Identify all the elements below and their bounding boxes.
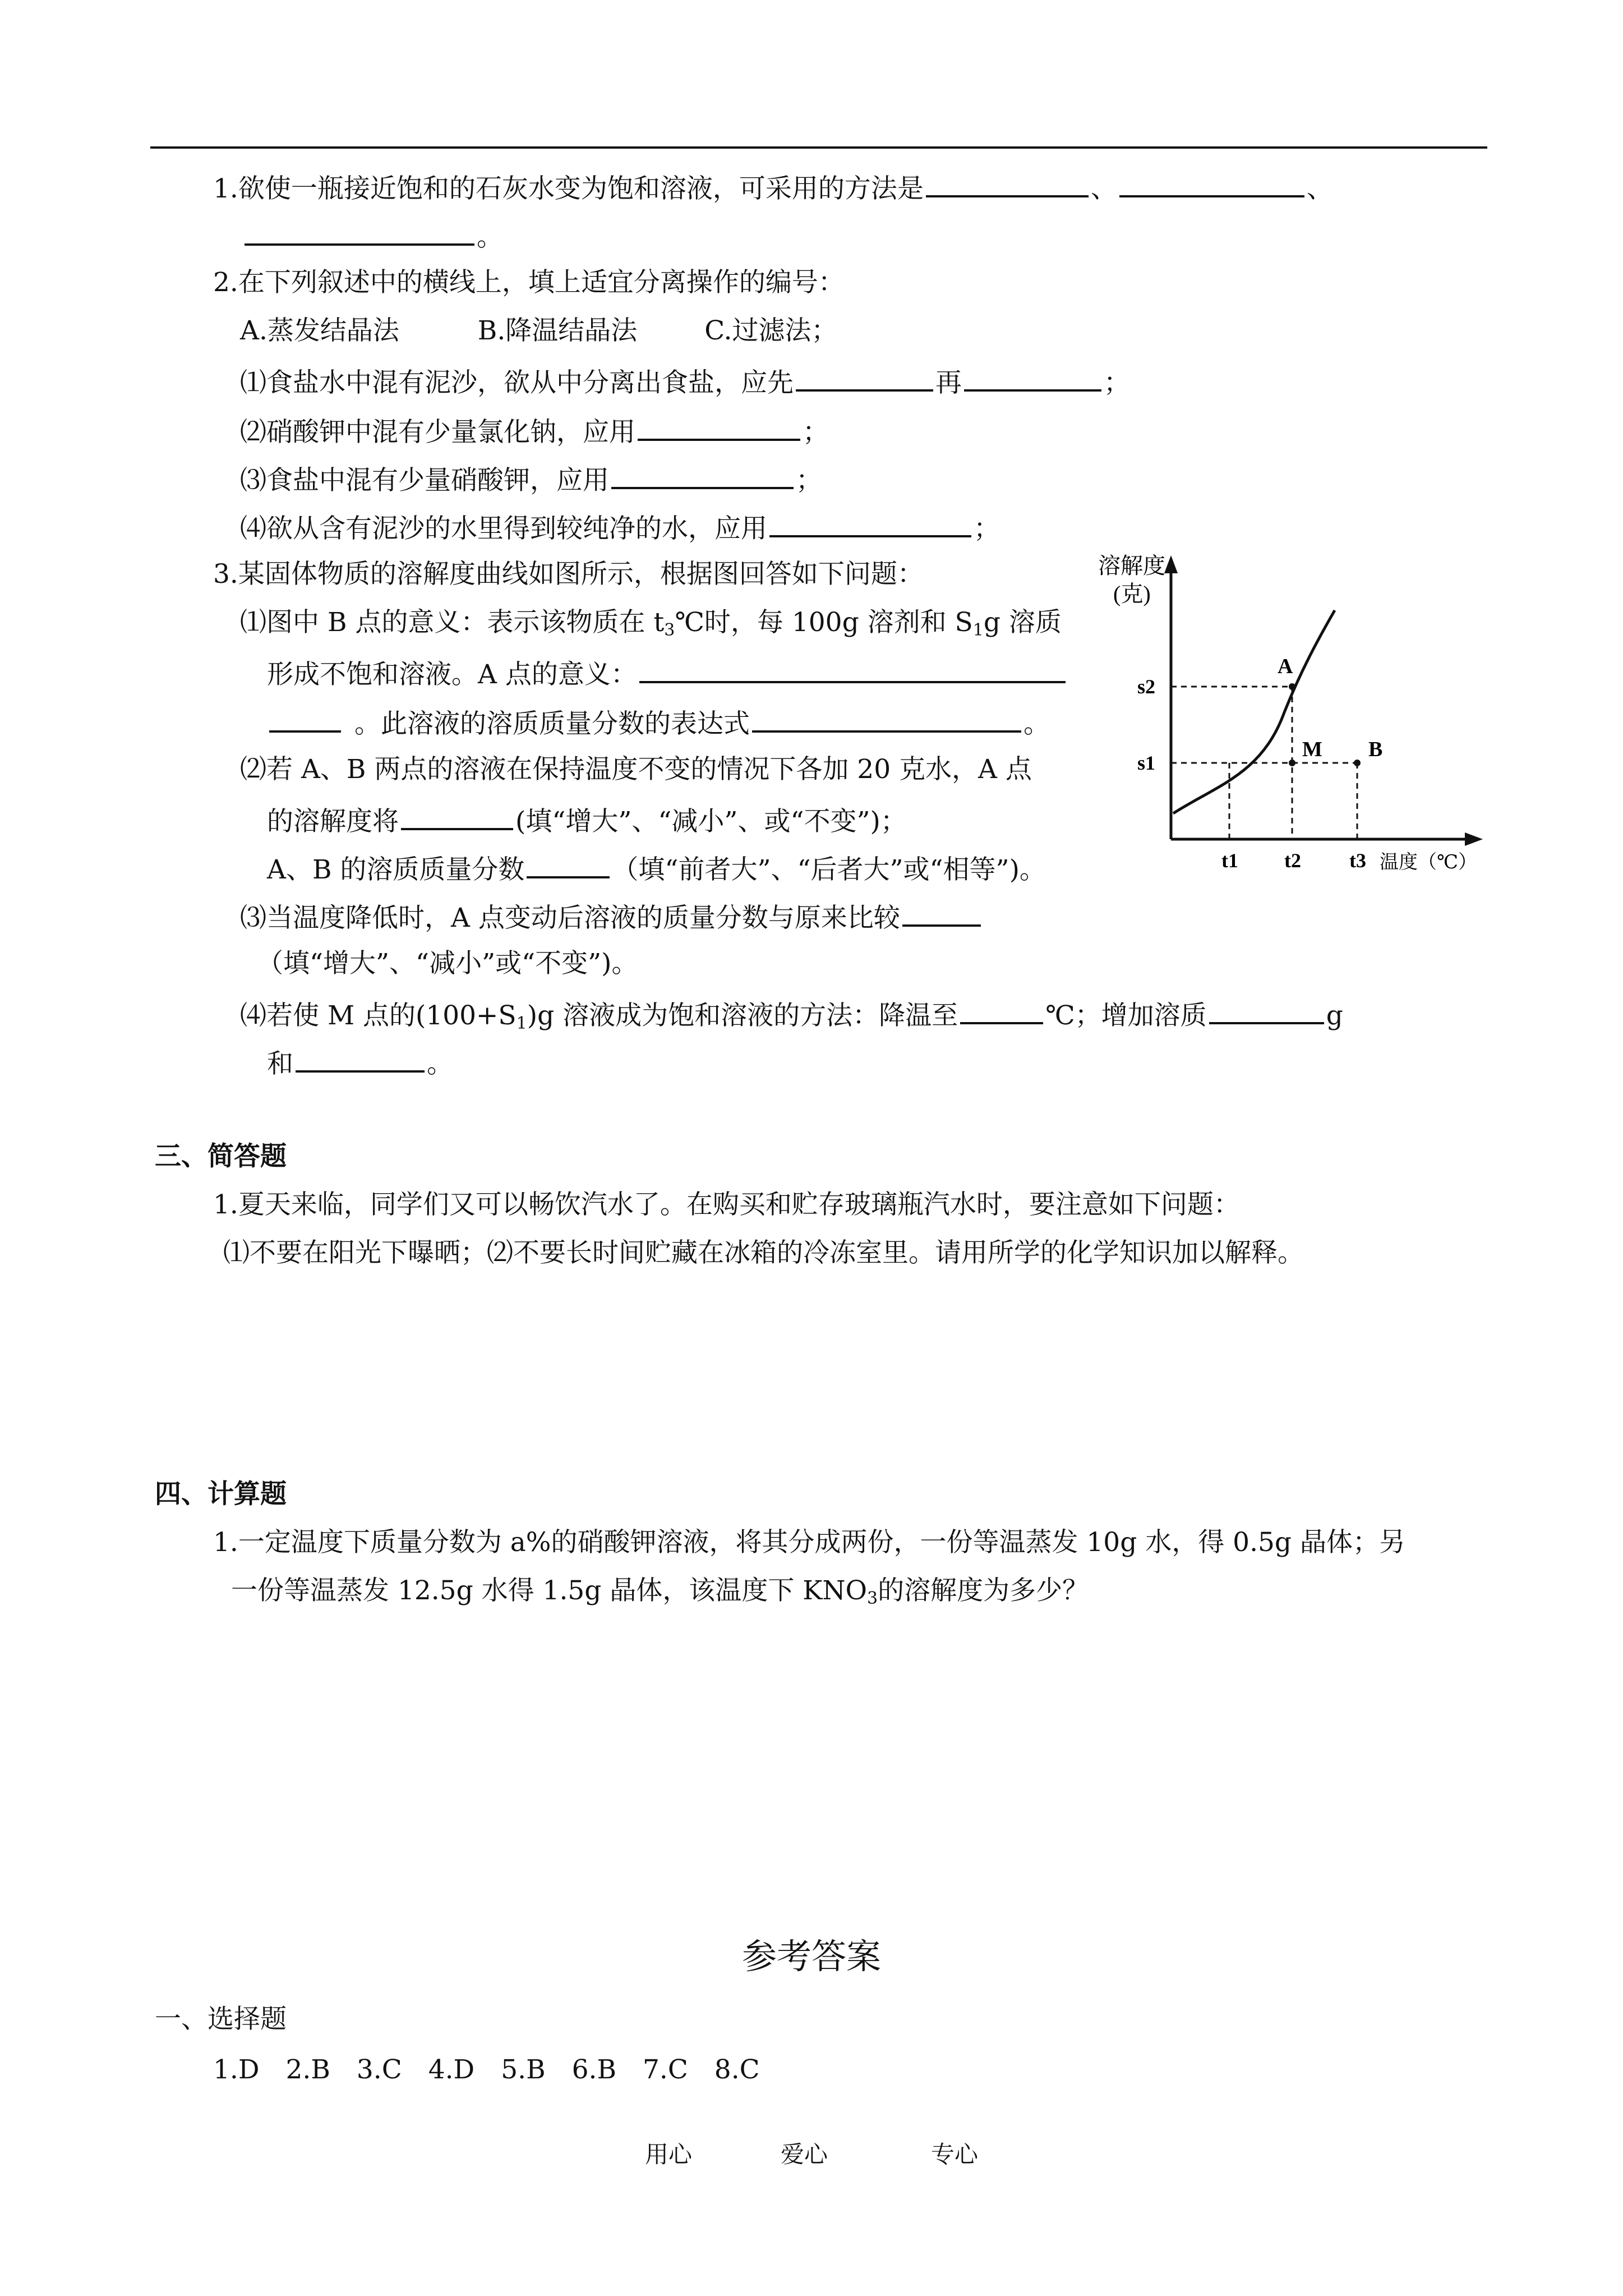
- option-c: C.过滤法；: [704, 315, 838, 346]
- subscript: 3: [664, 620, 675, 640]
- answer-blank[interactable]: [639, 655, 1066, 683]
- q3-p1-end: 。: [1023, 708, 1050, 739]
- ylabel-line1: 溶解度: [1098, 553, 1165, 578]
- footer-text-1: 用心: [645, 2141, 693, 2168]
- q3-p1-text: 。此溶液的溶质质量分数的表达式: [354, 708, 750, 739]
- q3-p1-line1: [240, 606, 1062, 647]
- answer-blank[interactable]: [527, 850, 610, 878]
- answer-blank[interactable]: [964, 364, 1101, 392]
- footer-text-3: 专心: [931, 2141, 979, 2168]
- answer-blank[interactable]: [1119, 169, 1304, 197]
- q2-item1-end: ；: [1104, 367, 1130, 398]
- answers-section-heading: 一、选择题: [155, 2004, 287, 2035]
- q2-item2-end: ；: [803, 417, 829, 448]
- point-a-marker: [1289, 683, 1295, 690]
- solubility-curve: [1173, 610, 1335, 813]
- q3-p4-text: ℃；增加溶质: [1045, 1000, 1207, 1031]
- q2-item4-text: ⑷欲从含有泥沙的水里得到较纯净的水，应用: [240, 513, 767, 544]
- subscript: 3: [867, 1589, 878, 1608]
- section-short-answer-heading: 三、简答题: [155, 1141, 287, 1172]
- answer-blank[interactable]: [926, 169, 1089, 197]
- q3-p1-text: ℃时，每 100g 溶剂和 S: [675, 607, 973, 638]
- q3-p4-unit: g: [1326, 1000, 1343, 1031]
- answer-blank[interactable]: [1209, 996, 1324, 1024]
- answer-blank[interactable]: [752, 705, 1021, 733]
- header-rule: [150, 146, 1487, 149]
- q3-p2-line3: [267, 850, 1046, 887]
- ylabel-line2: (克): [1113, 581, 1151, 606]
- q3-p2-text: A、B 的溶质质量分数: [267, 854, 525, 885]
- q2-intro: 2.在下列叙述中的横线上，填上适宜分离操作的编号：: [213, 267, 845, 298]
- point-b-label: B: [1368, 738, 1383, 761]
- q3-p1-text: 形成不饱和溶液。A 点的意义：: [267, 659, 637, 690]
- calculation-q1-line1: 1.一定温度下质量分数为 a%的硝酸钾溶液，将其分成两份，一份等温蒸发 10g 水，得 0.5g 晶体；另: [213, 1527, 1405, 1558]
- point-a-label: A: [1278, 655, 1293, 678]
- q3-p1-text: g 溶质: [983, 607, 1062, 638]
- option-b: B.降温结晶法: [477, 315, 638, 346]
- section-calculation-heading: 四、计算题: [155, 1479, 287, 1510]
- subscript: 1: [972, 620, 984, 640]
- answer-blank[interactable]: [960, 996, 1043, 1024]
- q1-text: 1.欲使一瓶接近饱和的石灰水变为饱和溶液，可采用的方法是: [213, 173, 924, 204]
- subscript: 1: [516, 1014, 527, 1033]
- q2-item1-text: ⑴食盐水中混有泥沙，欲从中分离出食盐，应先: [240, 367, 794, 398]
- q3-p4-text: ⑷若使 M 点的(100+S: [240, 1000, 517, 1031]
- answer-blank[interactable]: [245, 218, 474, 246]
- point-m-label: M: [1302, 738, 1322, 761]
- answer-blank[interactable]: [296, 1045, 425, 1073]
- point-m-marker: [1289, 760, 1295, 766]
- q3-p2-text: (填“增大”、“减小”、或“不变”)；: [515, 806, 907, 837]
- q1-end: 。: [477, 222, 503, 252]
- q2-item3-end: ；: [796, 465, 822, 496]
- q2-item3: [240, 461, 822, 498]
- q3-p1-line2: [267, 655, 1068, 692]
- q2-item1-then: 再: [935, 367, 962, 398]
- q1-line: [213, 169, 1333, 206]
- q3-p4-line2: [267, 1045, 453, 1081]
- y-axis-arrow: [1164, 555, 1178, 573]
- q2-item4-end: ；: [974, 513, 1000, 544]
- q3-p4-end: 。: [427, 1048, 453, 1079]
- x-tick-t2: t2: [1284, 849, 1301, 872]
- answers-choices: 1.D 2.B 3.C 4.D 5.B 6.B 7.C 8.C: [213, 2054, 760, 2085]
- x-tick-t1: t1: [1221, 849, 1238, 872]
- q3-p4-text: )g 溶液成为饱和溶液的方法：降温至: [527, 1000, 958, 1031]
- guide-lines: [1171, 687, 1357, 839]
- answer-blank[interactable]: [638, 413, 800, 441]
- answers-title: 参考答案: [741, 1936, 881, 1977]
- short-answer-q1-line2: ⑴不要在阳光下曝晒；⑵不要长时间贮藏在冰箱的冷冻室里。请用所学的化学知识加以解释。: [223, 1237, 1304, 1268]
- q2-item2-text: ⑵硝酸钾中混有少量氯化钠，应用: [240, 417, 635, 448]
- q3-p2-text: （填“前者大”、“后者大”或“相等”)。: [612, 854, 1046, 885]
- q3-p2-line1: ⑵若 A、B 两点的溶液在保持温度不变的情况下各加 20 克水，A 点: [240, 754, 1032, 785]
- q3-intro: 3.某固体物质的溶解度曲线如图所示，根据图回答如下问题：: [213, 559, 924, 590]
- q1-line2: [242, 218, 503, 254]
- q2-item1: [240, 364, 1130, 400]
- q2-item2: [240, 413, 829, 449]
- q2-options: [240, 314, 837, 348]
- xlabel: 温度（℃）: [1380, 852, 1478, 873]
- q2-item3-text: ⑶食盐中混有少量硝酸钾，应用: [240, 465, 609, 496]
- q3-p2-text: 的溶解度将: [267, 806, 399, 837]
- option-a: A.蒸发结晶法: [240, 315, 399, 346]
- q3-p1-text: ⑴图中 B 点的意义：表示该物质在 t: [240, 607, 665, 638]
- q3-p3-text: ⑶当温度降低时，A 点变动后溶液的质量分数与原来比较: [240, 903, 900, 933]
- q3-p4-line1: [240, 996, 1343, 1041]
- answer-blank[interactable]: [269, 705, 341, 733]
- q3-p3-line1: [240, 899, 983, 935]
- answer-blank[interactable]: [401, 802, 513, 830]
- answer-blank[interactable]: [796, 364, 933, 392]
- answer-blank[interactable]: [902, 899, 981, 927]
- answer-blank[interactable]: [769, 509, 971, 537]
- q2-item4: [240, 509, 1000, 546]
- solubility-chart: [1071, 550, 1492, 886]
- x-tick-t3: t3: [1349, 849, 1366, 872]
- y-tick-s1: s1: [1137, 752, 1156, 774]
- y-tick-s2: s2: [1137, 675, 1156, 698]
- footer-text-2: 爱心: [781, 2141, 828, 2168]
- q3-p3-line2: （填“增大”、“减小”或“不变”)。: [257, 948, 638, 979]
- q3-p4-text: 和: [267, 1048, 293, 1079]
- calculation-text: 一份等温蒸发 12.5g 水得 1.5g 晶体，该温度下 KNO: [231, 1575, 868, 1606]
- q1-sep: 、: [1306, 173, 1333, 204]
- point-b-marker: [1354, 760, 1361, 766]
- q3-p1-line3: [267, 705, 1050, 741]
- x-axis-arrow: [1465, 832, 1483, 846]
- q1-sep: 、: [1090, 173, 1117, 204]
- answer-blank[interactable]: [611, 461, 794, 489]
- q3-p2-line2: [267, 802, 907, 839]
- calculation-q1-line2: [231, 1574, 1089, 1616]
- short-answer-q1-line1: 1.夏天来临，同学们又可以畅饮汽水了。在购买和贮存玻璃瓶汽水时，要注意如下问题：: [213, 1189, 1240, 1220]
- calculation-text: 的溶解度为多少？: [878, 1575, 1089, 1606]
